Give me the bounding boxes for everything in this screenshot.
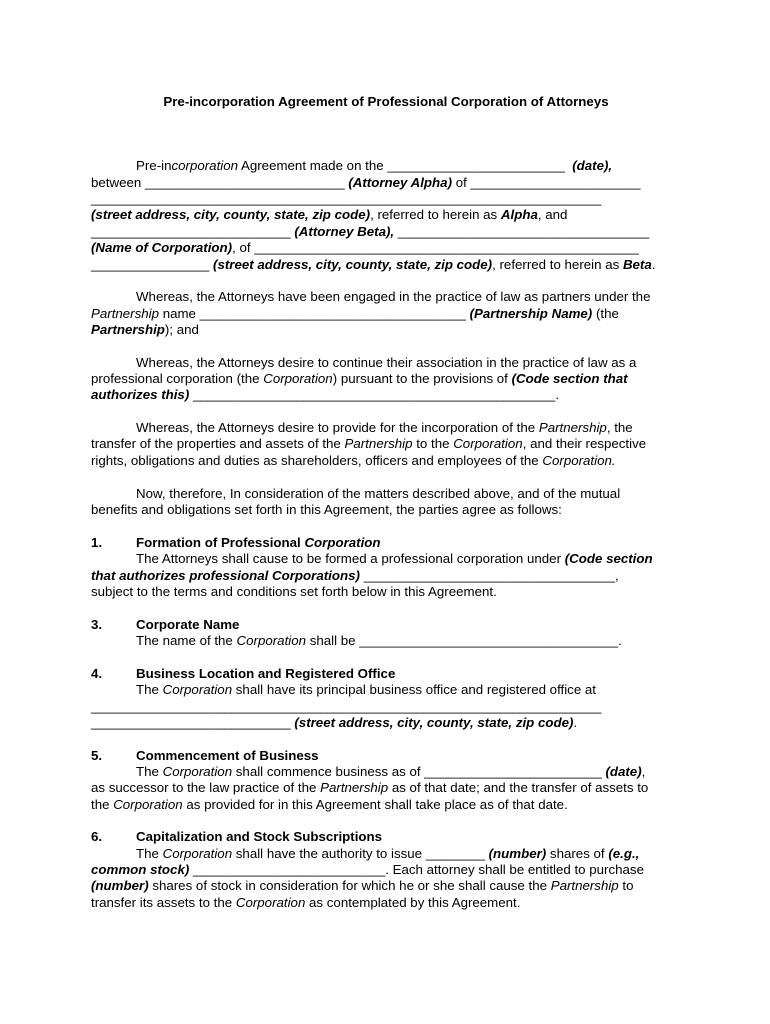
whereas-2-line-1 <box>91 355 636 371</box>
intro-line-7 <box>91 257 655 273</box>
attorney-beta-label: (Attorney Beta), <box>294 224 395 239</box>
corporation-name-blank: __________________________________ <box>394 224 650 239</box>
code-section-label: authorizes this) <box>91 387 190 402</box>
intro-line-3 <box>91 191 601 207</box>
body-text: The Attorneys shall cause to be formed a professional corporation under <box>136 551 565 566</box>
whereas-1-line-2 <box>91 306 619 322</box>
section-6-line-3 <box>91 878 634 894</box>
section-title: Formation of Professional <box>136 535 305 550</box>
whereas-text: ); and <box>164 322 199 337</box>
body-text: shares of <box>546 846 609 861</box>
body-text: Now, therefore, In consideration of the matters described above, and of the mutual <box>136 486 621 501</box>
section-5-line-3 <box>91 797 568 813</box>
corporation-term: Corporation <box>263 371 333 386</box>
partnership-name-label: (Partnership Name) <box>469 306 593 321</box>
whereas-text: Whereas, the Attorneys desire to continue their association in the practice of law as a <box>136 355 637 370</box>
attorney-alpha-blank: between ___________________________ <box>91 175 345 190</box>
section-title: Capitalization and Stock Subscriptions <box>136 829 383 844</box>
code-section-blank: _________________________________________________. <box>189 387 560 402</box>
alpha-address-blank-2: _____________________________________________________________________ <box>91 191 602 206</box>
section-5-line-2 <box>91 780 648 796</box>
section-6-line-4 <box>91 895 520 911</box>
body-text: as provided for in this Agreement shall take place as of that date. <box>182 797 568 812</box>
whereas-text: (the <box>592 306 619 321</box>
intro-line-5 <box>91 224 649 240</box>
corporation-term: Corporation <box>235 895 306 910</box>
section-4-line-3 <box>91 715 577 731</box>
section-number: 5. <box>91 748 103 763</box>
beta-address-blank-2: ________________ <box>91 257 210 272</box>
whereas-1-line-1 <box>91 289 650 305</box>
section-6-heading <box>91 829 382 845</box>
section-number: 3. <box>91 617 103 632</box>
section-5-heading <box>91 748 319 764</box>
partnership-name-blank: name ____________________________________ <box>159 306 466 321</box>
address-label: (street address, city, county, state, zip code) <box>213 257 493 272</box>
body-text: The <box>136 764 163 779</box>
stock-type-label: common stock) <box>91 862 190 877</box>
stock-type-label: (e.g., <box>608 846 640 861</box>
now-therefore-line-2 <box>91 502 562 518</box>
partnership-term: Partnership <box>550 878 619 893</box>
body-text: as successor to the law practice of the <box>91 780 321 795</box>
code-section-label: that authorizes professional Corporations) <box>91 568 360 583</box>
date-blank: Agreement made on the ________________________ <box>238 158 565 173</box>
corporation-name-label: (Name of Corporation) <box>91 240 233 255</box>
section-title: Commencement of Business <box>136 748 319 763</box>
alpha-address-blank: of _______________________ <box>452 175 641 190</box>
section-5-line-1 <box>91 764 645 780</box>
whereas-text: , and their respective <box>522 436 647 451</box>
whereas-3-line-3 <box>91 453 616 469</box>
body-text: shares of stock in consideration for which he or she shall cause the <box>148 878 551 893</box>
stock-type-blank: __________________________. Each attorney shall be entitled to purchase <box>189 862 644 877</box>
intro-line-2 <box>91 175 641 191</box>
corporation-term: Corporation. <box>542 453 616 468</box>
address-label: (street address, city, county, state, zip code) <box>91 207 371 222</box>
whereas-text: transfer of the properties and assets of the <box>91 436 345 451</box>
corporation-term: Corporation <box>162 682 233 697</box>
attorney-beta-blank: ___________________________ <box>91 224 291 239</box>
corporate-name-blank: shall be ___________________________________. <box>306 633 622 648</box>
section-1-line-3 <box>91 584 497 600</box>
whereas-text: ) pursuant to the provisions of <box>332 371 512 386</box>
section-number: 1. <box>91 535 103 550</box>
intro-text: corporation <box>171 158 239 173</box>
whereas-text: , the <box>606 420 633 435</box>
office-address-blank-2: ___________________________ <box>91 715 291 730</box>
section-4-line-2 <box>91 699 601 715</box>
whereas-3-line-2 <box>91 436 646 452</box>
partnership-term: Partnership <box>320 780 389 795</box>
beta-term: Beta <box>622 257 652 272</box>
code-section-label: (Code section <box>564 551 653 566</box>
whereas-text: to the <box>412 436 454 451</box>
share-number-blank: shall have the authority to issue ________ <box>232 846 489 861</box>
now-therefore-line-1 <box>91 486 620 502</box>
corporation-term: Corporation <box>453 436 523 451</box>
intro-text: . <box>651 257 656 272</box>
attorney-alpha-label: (Attorney Alpha) <box>348 175 453 190</box>
section-4-heading <box>91 666 395 682</box>
corporation-term: Corporation <box>236 633 307 648</box>
section-6-line-1 <box>91 846 639 862</box>
body-text: transfer its assets to the <box>91 895 236 910</box>
body-text: The <box>136 846 163 861</box>
address-label: (street address, city, county, state, zip code) <box>294 715 574 730</box>
intro-line-1 <box>91 158 612 174</box>
section-6-line-2 <box>91 862 644 878</box>
section-1-line-1 <box>91 551 653 567</box>
body-text: as of that date; and the transfer of assets to <box>388 780 649 795</box>
body-text: . <box>573 715 578 730</box>
office-address-blank: _____________________________________________________________________ <box>91 699 602 714</box>
section-title: Corporation <box>304 535 381 550</box>
intro-line-4 <box>91 207 567 223</box>
body-text: shall have its principal business office and registered office at <box>232 682 596 697</box>
partnership-term: Partnership <box>344 436 413 451</box>
number-label: (number) <box>488 846 547 861</box>
whereas-2-line-2 <box>91 371 628 387</box>
partnership-term: Partnership <box>91 306 159 321</box>
body-text: , <box>641 764 646 779</box>
corporation-term: Corporation <box>162 846 233 861</box>
body-text: benefits and obligations set forth in this Agreement, the parties agree as follows: <box>91 502 562 517</box>
body-text: The name of the <box>136 633 237 648</box>
commencement-date-blank: shall commence business as of ________________________ <box>232 764 602 779</box>
corporation-term: Corporation <box>113 797 183 812</box>
body-text: subject to the terms and conditions set forth below in this Agreement. <box>91 584 497 599</box>
body-text: The <box>136 682 163 697</box>
body-text: to <box>618 878 634 893</box>
whereas-text: professional corporation (the <box>91 371 264 386</box>
section-3-heading <box>91 617 239 633</box>
section-3-line-1 <box>91 633 622 649</box>
section-title: Business Location and Registered Office <box>136 666 396 681</box>
section-1-heading <box>91 535 381 551</box>
number-label: (number) <box>91 878 149 893</box>
whereas-3-line-1 <box>91 420 633 436</box>
corporation-term: Corporation <box>162 764 233 779</box>
intro-text: , and <box>537 207 568 222</box>
section-number: 4. <box>91 666 103 681</box>
whereas-text: Whereas, the Attorneys desire to provide for the incorporation of the <box>136 420 539 435</box>
section-4-line-1 <box>91 682 596 698</box>
code-section-label: (Code section that <box>511 371 628 386</box>
whereas-text: Whereas, the Attorneys have been engaged in the practice of law as partners under the <box>136 289 651 304</box>
beta-address-blank: , of ____________________________________________________ <box>232 240 639 255</box>
whereas-2-line-3 <box>91 387 559 403</box>
alpha-term: Alpha <box>500 207 538 222</box>
whereas-text: rights, obligations and duties as shareholders, officers and employees of the <box>91 453 543 468</box>
section-number: 6. <box>91 829 103 844</box>
section-title: Corporate Name <box>136 617 240 632</box>
section-1-line-2 <box>91 568 619 584</box>
partnership-term: Partnership <box>91 322 165 337</box>
code-section-blank: __________________________________, <box>359 568 619 583</box>
intro-text: , referred to herein as <box>492 257 623 272</box>
intro-text: Pre-in <box>136 158 172 173</box>
intro-text: , referred to herein as <box>370 207 501 222</box>
partnership-term: Partnership <box>538 420 607 435</box>
whereas-1-line-3 <box>91 322 199 338</box>
date-label: (date) <box>605 764 642 779</box>
date-label: (date), <box>572 158 613 173</box>
document-title: Pre-incorporation Agreement of Professional Corporation of Attorneys <box>163 94 609 109</box>
intro-line-6 <box>91 240 639 256</box>
body-text: as contemplated by this Agreement. <box>305 895 521 910</box>
body-text: the <box>91 797 114 812</box>
